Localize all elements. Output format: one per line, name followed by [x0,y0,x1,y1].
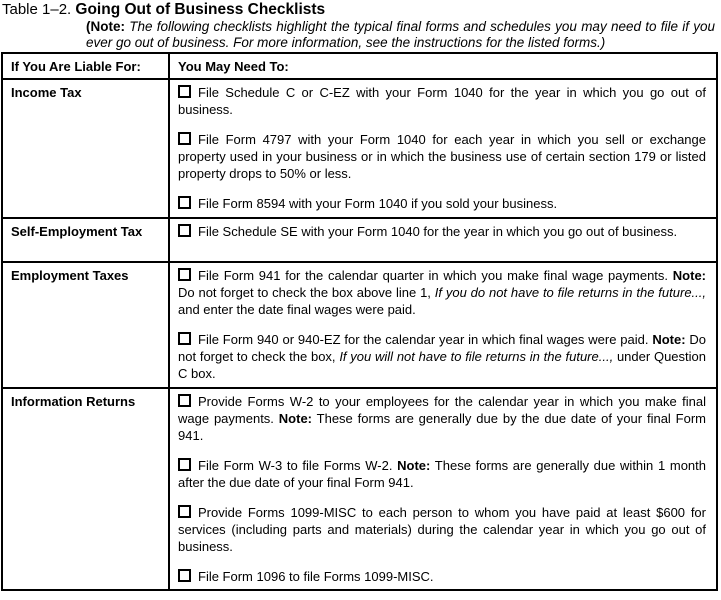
column-header-may-need-to: You May Need To: [169,53,717,79]
table-title [2,1,718,18]
checklist-cell [169,79,717,218]
checkbox-icon [178,268,191,281]
table-title-block [2,1,718,50]
table-row [2,262,717,388]
note-label: (Note: [86,19,125,34]
item-text: These forms are generally due by the due date of your final Form 941. [178,411,707,443]
note-emphasis: Note: [397,458,431,473]
item-text: Do not forget to check the box, [178,332,706,364]
note-text: The following checklists highlight the typical final forms and schedules you may need to file if you ever go out of business. For more information, see the instructions for the listed forms.) [86,19,715,50]
note-emphasis: Note: [278,411,313,426]
italic-phrase: If you will not have to file returns in the future..., [339,349,614,364]
liability-cell: Employment Taxes [2,262,169,388]
column-header-liable-for: If You Are Liable For: [2,53,169,79]
table-row [2,388,717,590]
table-row [2,79,717,218]
table-row [2,218,717,262]
checklist-item [178,568,706,585]
checkbox-icon [178,332,191,345]
checklist-cell [169,262,717,388]
item-text: File Form W-3 to file Forms W-2. [198,458,398,473]
checkbox-icon [178,224,191,237]
note-emphasis: Note: [652,332,686,347]
checklist-item [178,131,706,182]
header-row [2,53,717,79]
item-text: File Schedule C or C-EZ with your Form 1040 for the year in which you go out of business. [178,85,706,117]
checklist-cell [169,218,717,262]
checklist-item [178,195,706,212]
item-text: File Form 941 for the calendar quarter in which you make final wage payments. [198,268,673,283]
checklist-cell [169,388,717,590]
checkbox-icon [178,196,191,209]
table-note [86,19,715,50]
table-number: Table 1–2. [2,1,72,18]
checklist-table [1,52,718,591]
checklist-item [178,223,706,240]
item-text: Provide Forms 1099-MISC to each person to whom you have paid at least $600 for services (including parts and materials) during the calendar year in which you go out of business. [178,505,706,554]
liability-cell: Income Tax [2,79,169,218]
checklist-body [2,79,717,590]
item-text: File Form 940 or 940-EZ for the calendar year in which final wages were paid. [198,332,653,347]
table-heading: Going Out of Business Checklists [75,1,326,18]
item-text: File Form 4797 with your Form 1040 for each year in which you sell or exchange property used in your business or in which the business use of certain section 179 or listed property drops to 50% or less. [178,132,706,181]
item-text: File Form 1096 to file Forms 1099-MISC. [198,569,434,584]
note-emphasis: Note: [672,268,706,283]
checklist-item [178,84,706,118]
liability-cell: Self-Employment Tax [2,218,169,262]
item-text: Provide Forms W-2 to your employees for the calendar year in which you make final wage payments. [178,394,706,426]
checklist-item [178,267,706,318]
item-text: Do not forget to check the box above line 1, [178,285,435,300]
checkbox-icon [178,458,191,471]
item-text: These forms are generally due within 1 month after the due date of your final Form 941. [178,458,706,490]
liability-cell: Information Returns [2,388,169,590]
item-text: under Question C box. [178,349,706,381]
checklist-item [178,331,706,382]
checkbox-icon [178,85,191,98]
checklist-item [178,504,706,555]
checkbox-icon [178,505,191,518]
checklist-item [178,457,706,491]
checkbox-icon [178,132,191,145]
item-text: File Schedule SE with your Form 1040 for the year in which you go out of business. [198,224,678,239]
checkbox-icon [178,394,191,407]
item-text: and enter the date final wages were paid. [178,302,416,317]
checklist-item [178,393,706,444]
checkbox-icon [178,569,191,582]
italic-phrase: If you do not have to file returns in the future..., [434,285,706,300]
item-text: File Form 8594 with your Form 1040 if you sold your business. [198,196,558,211]
